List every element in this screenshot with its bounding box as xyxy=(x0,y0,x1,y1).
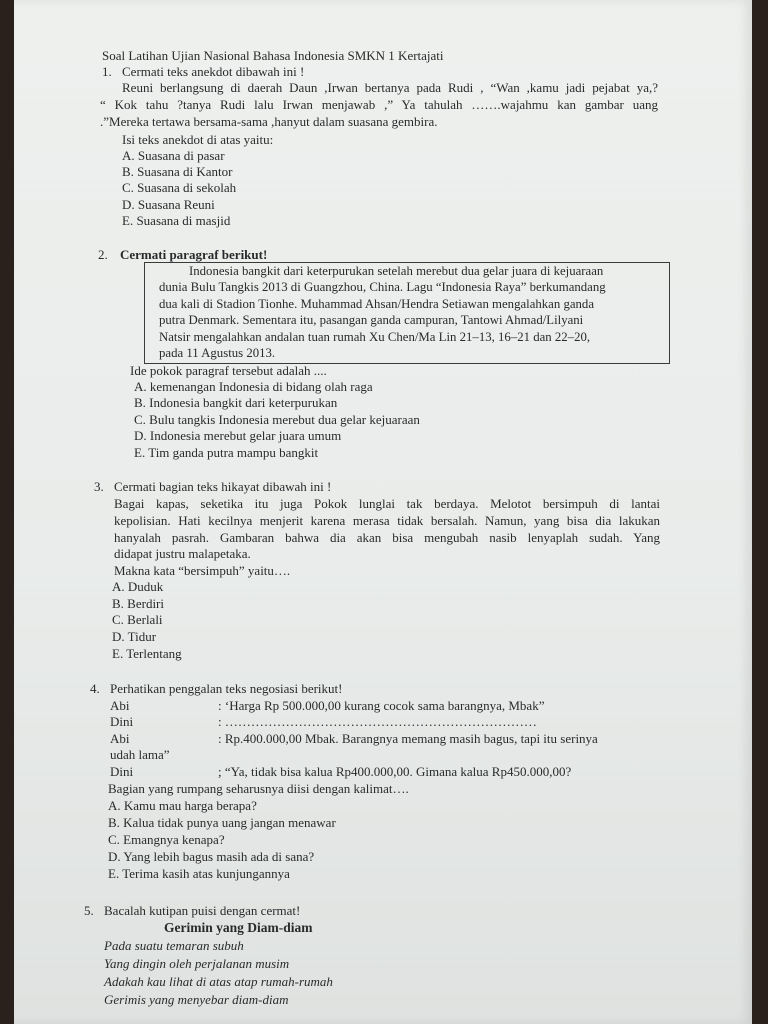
poem-line: Pada suatu temaran subuh xyxy=(104,938,244,953)
q3-text-line: didapat justru malapetaka. xyxy=(114,546,251,561)
q4-option-d[interactable]: D. Yang lebih bagus masih ada di sana? xyxy=(108,849,315,864)
q4-dialog-line: : Rp.400.000,00 Mbak. Barangnya memang masih bagus, tapi itu serinya xyxy=(218,731,598,746)
q4-prompt: Perhatikan penggalan teks negosiasi berikut! xyxy=(110,681,343,696)
q2-box-line: pada 11 Agustus 2013. xyxy=(159,346,276,360)
q2-box-line: Indonesia bangkit dari keterpurukan setelah merebut dua gelar juara di kejuaraan xyxy=(189,264,604,278)
poem-line: Gerimis yang menyebar diam-diam xyxy=(104,992,289,1007)
q3-text-line: kepolisian. Hati kecilnya menjerit karena merasa tidak bersalah. Namun, yang bisa dia lakukan xyxy=(114,513,660,528)
q1-option-b[interactable]: B. Suasana di Kantor xyxy=(122,164,233,179)
q1-text-line: .”Mereka tertawa bersama-sama ,hanyut dalam suasana gembira. xyxy=(100,114,438,129)
q2-option-d[interactable]: D. Indonesia merebut gelar juara umum xyxy=(134,428,342,443)
q2-option-a[interactable]: A. kemenangan Indonesia di bidang olah raga xyxy=(134,379,373,394)
q4-speaker: Abi xyxy=(110,698,130,713)
q2-box-line: dunia Bulu Tangkis 2013 di Guangzhou, China. Lagu “Indonesia Raya” berkumandang xyxy=(159,280,606,295)
q4-option-e[interactable]: E. Terima kasih atas kunjungannya xyxy=(108,866,290,881)
q2-box-line: dua kali di Stadion Tionhe. Muhammad Ahsan/Hendra Setiawan mengalahkan ganda xyxy=(159,296,595,311)
q3-option-a[interactable]: A. Duduk xyxy=(112,579,164,594)
q3-text-line: Bagai kapas, seketika itu juga Pokok lunglai tak berdaya. Melotot bersimpuh di lantai xyxy=(114,496,660,511)
q3-option-c[interactable]: C. Berlali xyxy=(112,612,163,627)
q3-option-d[interactable]: D. Tidur xyxy=(112,629,157,644)
q4-option-a[interactable]: A. Kamu mau harga berapa? xyxy=(108,798,257,813)
q4-question: Bagian yang rumpang seharusnya diisi dengan kalimat…. xyxy=(108,781,409,796)
q4-dialog-continuation: udah lama” xyxy=(110,747,170,762)
q2-prompt: Cermati paragraf berikut! xyxy=(120,247,268,262)
exam-paper xyxy=(14,0,752,1024)
q3-option-e[interactable]: E. Terlentang xyxy=(112,646,182,661)
q3-prompt: Cermati bagian teks hikayat dibawah ini ! xyxy=(114,479,332,494)
q3-option-b[interactable]: B. Berdiri xyxy=(112,596,164,611)
q1-number: 1. xyxy=(102,64,112,79)
exam-header: Soal Latihan Ujian Nasional Bahasa Indonesia SMKN 1 Kertajati xyxy=(102,48,444,63)
q1-prompt: Cermati teks anekdot dibawah ini ! xyxy=(122,64,305,79)
poem-line: Adakah kau lihat di atas atap rumah-rumah xyxy=(104,974,333,989)
q5-number: 5. xyxy=(84,903,94,918)
q3-question: Makna kata “bersimpuh” yaitu…. xyxy=(114,563,291,578)
q1-question: Isi teks anekdot di atas yaitu: xyxy=(122,132,274,147)
q1-option-d[interactable]: D. Suasana Reuni xyxy=(122,197,215,212)
q3-number: 3. xyxy=(94,479,104,494)
q2-box-line: putra Denmark. Sementara itu, pasangan ganda campuran, Tantowi Ahmad/Lilyani xyxy=(159,313,584,328)
q4-dialog-line: : ‘Harga Rp 500.000,00 kurang cocok sama barangnya, Mbak” xyxy=(218,698,545,713)
q1-text-line: “ Kok tahu ?tanya Rudi lalu Irwan menjawab ,” Ya tahulah …….wajahmu kan gambar uang xyxy=(100,97,658,112)
q4-speaker: Dini xyxy=(110,764,134,779)
q4-dialog-line: ; “Ya, tidak bisa kalua Rp400.000,00. Gimana kalua Rp450.000,00? xyxy=(218,764,572,779)
q2-number: 2. xyxy=(98,247,108,262)
q1-option-c[interactable]: C. Suasana di sekolah xyxy=(122,180,237,195)
q3-text-line: hanyalah pasrah. Gambaran bahwa dia akan bisa mengubah nasib lenyaplah sudah. Yang xyxy=(114,530,660,545)
q4-speaker: Abi xyxy=(110,731,130,746)
q4-blank-line[interactable]: : ……………………………………………………………… xyxy=(218,714,537,729)
poem-line: Yang dingin oleh perjalanan musim xyxy=(104,956,290,971)
q2-option-e[interactable]: E. Tim ganda putra mampu bangkit xyxy=(134,445,319,460)
q4-option-c[interactable]: C. Emangnya kenapa? xyxy=(108,832,225,847)
q1-text-line: Reuni berlangsung di daerah Daun ,Irwan bertanya pada Rudi , “Wan ,kamu jadi pejabat ya,? xyxy=(122,80,658,95)
q1-option-a[interactable]: A. Suasana di pasar xyxy=(122,148,225,163)
q2-box-line: Natsir mengalahkan andalan tuan rumah Xu Chen/Ma Lin 21–13, 16–21 dan 22–20, xyxy=(159,329,591,344)
poem-title: Gerimin yang Diam-diam xyxy=(164,920,313,935)
q2-option-c[interactable]: C. Bulu tangkis Indonesia merebut dua gelar kejuaraan xyxy=(134,412,420,427)
q2-paragraph-box xyxy=(144,262,670,364)
q2-question: Ide pokok paragraf tersebut adalah .... xyxy=(130,363,327,378)
q4-option-b[interactable]: B. Kalua tidak punya uang jangan menawar xyxy=(108,815,336,830)
q4-speaker: Dini xyxy=(110,714,134,729)
q1-option-e[interactable]: E. Suasana di masjid xyxy=(122,213,231,228)
q2-option-b[interactable]: B. Indonesia bangkit dari keterpurukan xyxy=(134,395,338,410)
q5-prompt: Bacalah kutipan puisi dengan cermat! xyxy=(104,903,301,918)
q4-number: 4. xyxy=(90,681,100,696)
